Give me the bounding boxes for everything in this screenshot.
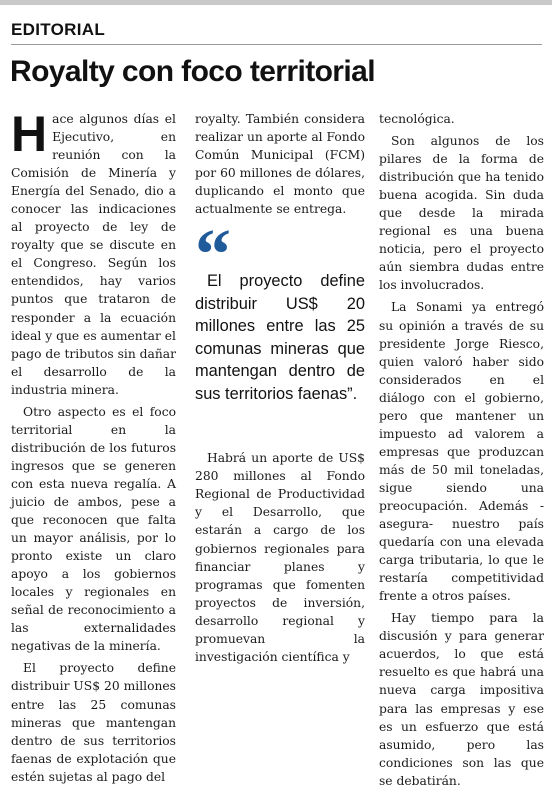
- section-divider: [11, 44, 542, 45]
- lead-paragraph-text: ace algunos días el Ejecutivo, en reunión con la Comisión de Minería y Energía del Senado, dio a conocer las indicaciones al proyecto de ley de royalty que se discute en el Congreso. Según los entendidos, hay varios puntos que trataron de responder a la ecuación ideal y que es aumentar el pago de tributos sin dañar el desarrollo de la industria minera.: [11, 112, 176, 397]
- paragraph: La Sonami ya entregó su opinión a través de su presidente Jorge Riesco, quien valoró haber sido considerados en el diálogo con el gobierno, pero que mantener un impuesto ad valorem a empresas que produzcan más de 50 mil toneladas, sigue siendo una preocupación. Además -asegura- nuestro país quedaría con una elevada carga tributaria, lo que le restaría competitividad frente a otros países.: [379, 300, 544, 604]
- paragraph: Otro aspecto es el foco territorial en la distribución de los futuros ingresos que se generen con esta nueva regalía. A juicio de ambos, pese a que reconocen que falta un mayor análisis, por lo pronto existe un claro apoyo a los gobiernos locales y regionales en señal de reconocimiento a las externalidades negativas de la minería.: [11, 404, 176, 654]
- pull-quote-block: [195, 214, 365, 405]
- column-3: [379, 110, 544, 794]
- column-2: [195, 110, 365, 670]
- paragraph: El proyecto define distribuir US$ 20 millones entre las 25 comunas mineras que mantengan dentro de sus territorios faenas de explotación que estén sujetas al pago del: [11, 661, 176, 784]
- paragraph: Hay tiempo para la discusión y para generar acuerdos, lo que está resuelto es que habrá una nueva carga impositiva para las empresas y ese es un esfuerzo que está asumido, pero las condiciones son las que se debatirán.: [379, 611, 544, 788]
- lead-paragraph: [11, 106, 176, 399]
- column-1: [11, 106, 176, 790]
- top-bar: [0, 0, 552, 5]
- pull-quote: El proyecto define distribuir US$ 20 millones entre las 25 comunas mineras que mantengan dentro de sus territorios faenas”.: [195, 272, 365, 403]
- drop-cap: H: [11, 106, 48, 162]
- paragraph: Son algunos de los pilares de la forma de distribución que ha tenido buena acogida. Sin duda que desde la mirada regional es una buena noticia, pero el proyecto aún siembra dudas entre los involucrados.: [379, 134, 544, 293]
- headline: Royalty con foco territorial: [10, 55, 375, 88]
- quote-mark-icon: “: [195, 214, 225, 295]
- section-label: EDITORIAL: [11, 20, 106, 39]
- paragraph: tecnológica.: [379, 112, 455, 126]
- paragraph: royalty. También considera realizar un aporte al Fondo Común Municipal (FCM) por 60 millones de dólares, duplicando el monto que actualmente se entrega.: [195, 112, 365, 217]
- paragraph: Habrá un aporte de US$ 280 millones al Fondo Regional de Productividad y el Desarrollo, que estarán a cargo de los gobiernos regionales para financiar planes y programas que fomenten proyectos de inversión, desarrollo regional y promuevan la investigación científica y: [195, 451, 365, 664]
